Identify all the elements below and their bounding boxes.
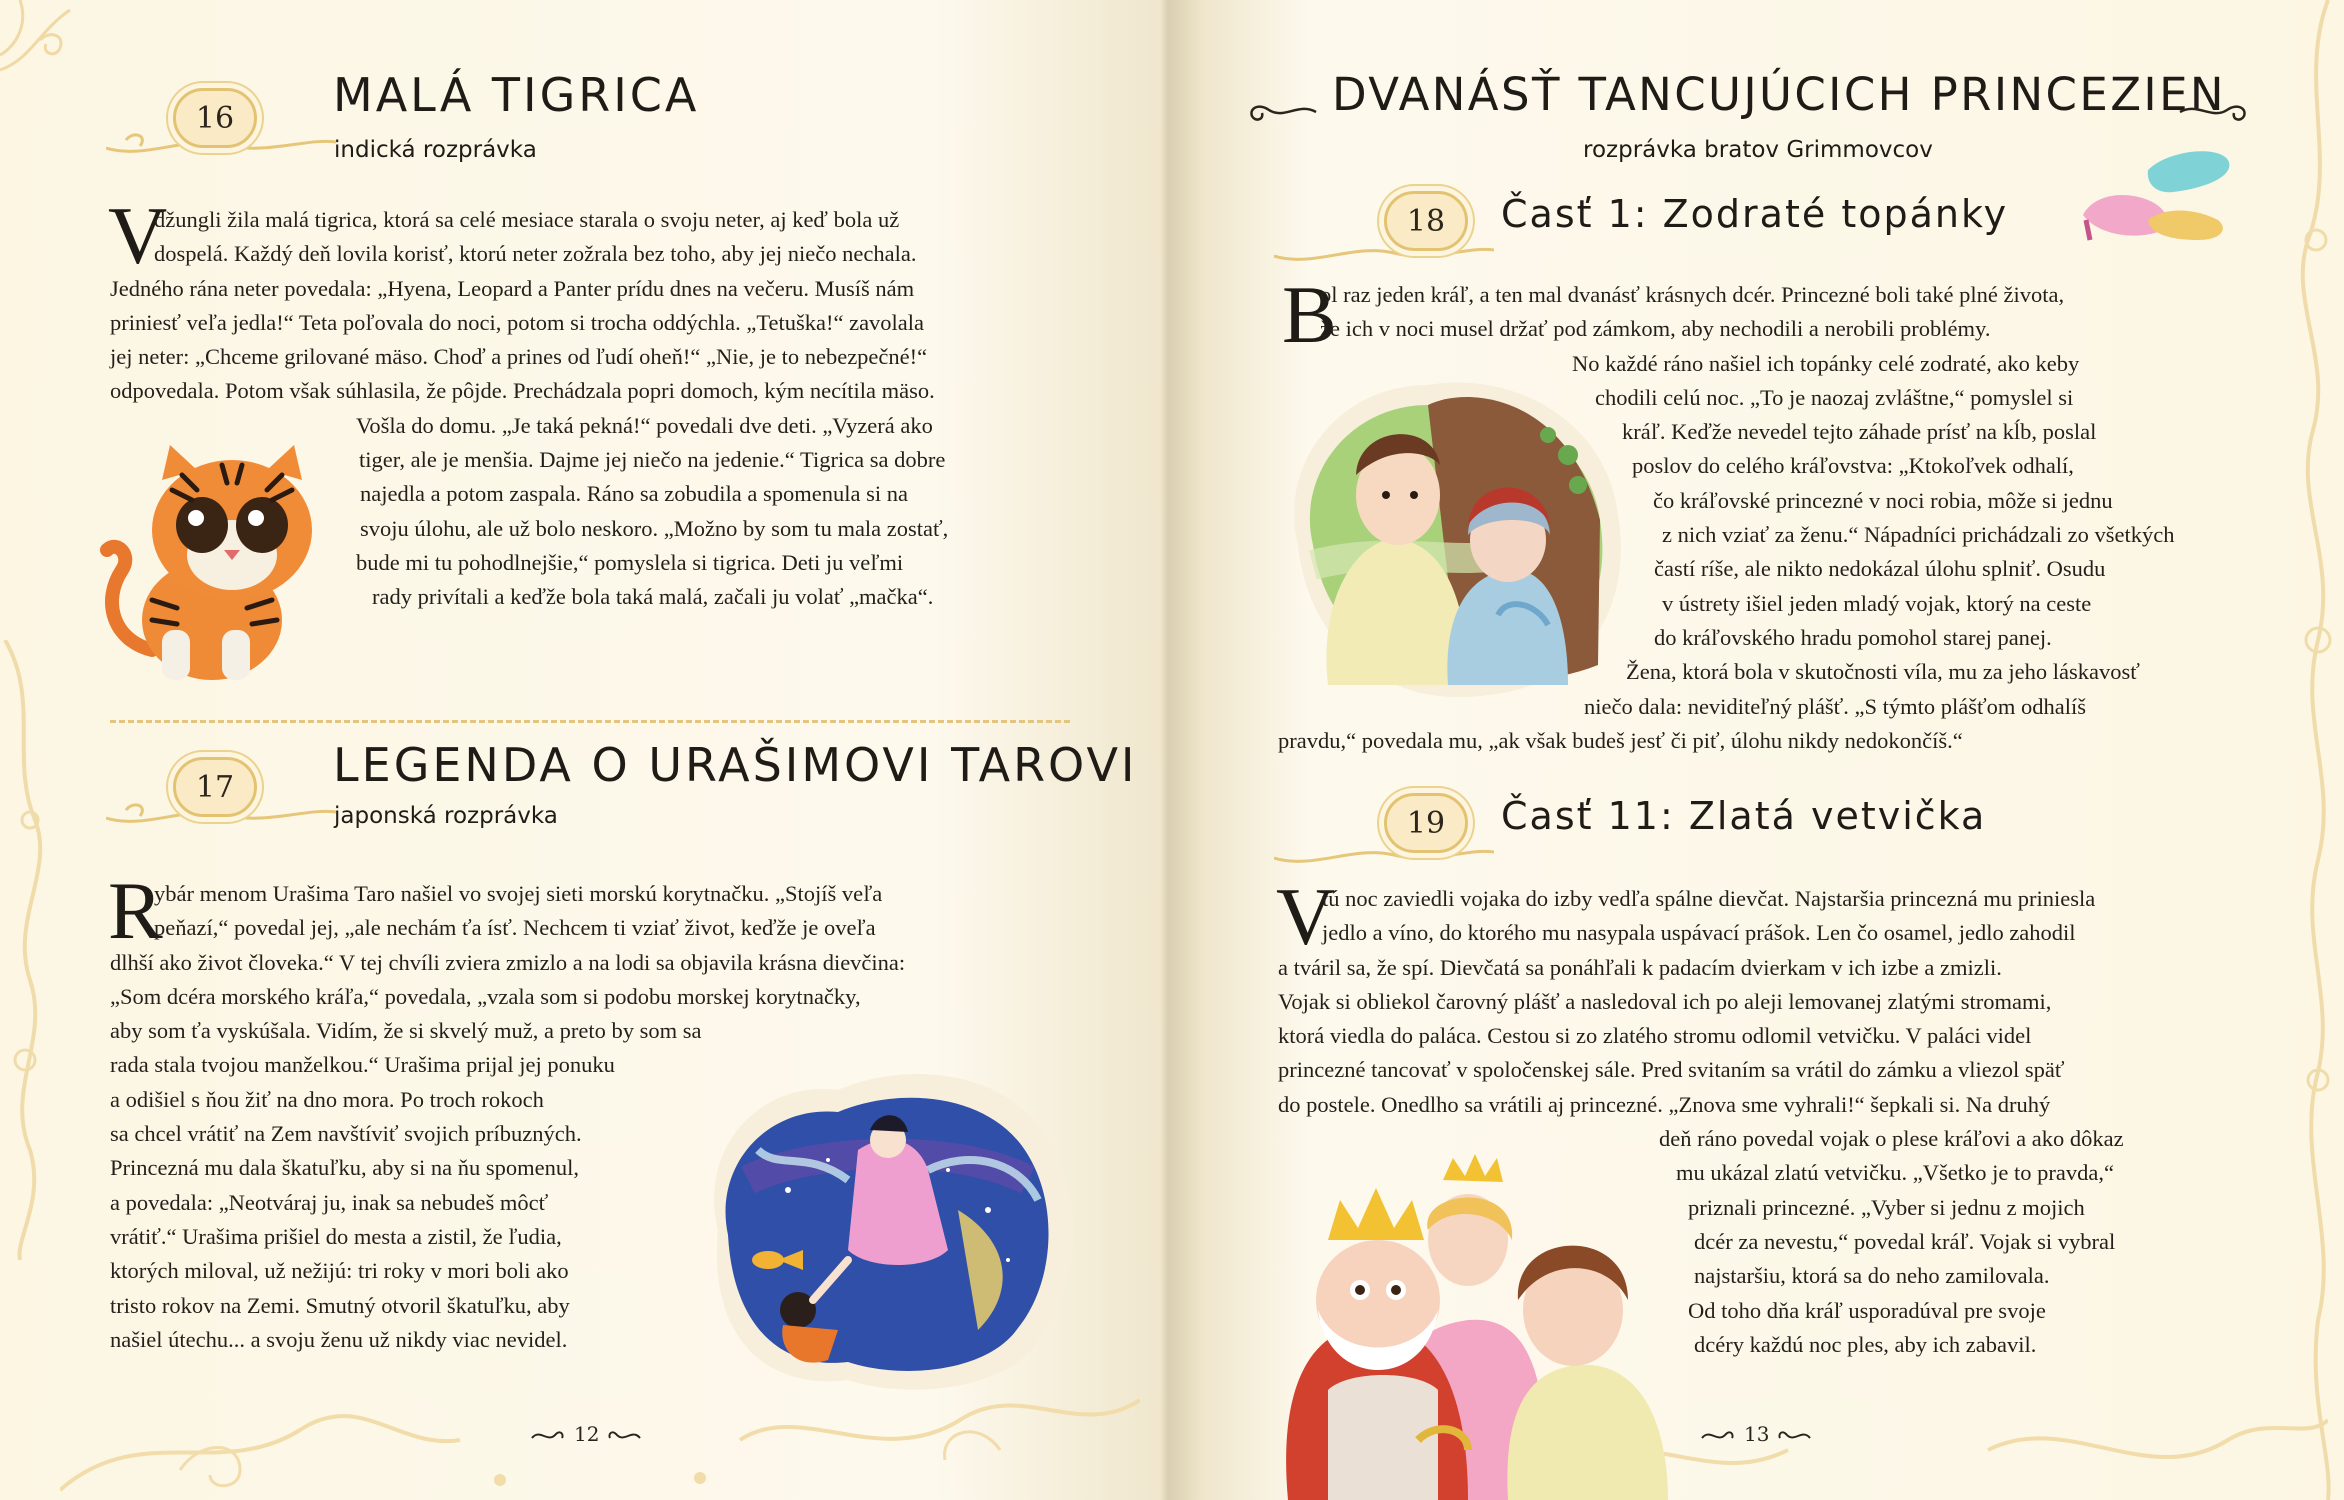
text-line: tú noc zaviedli vojaka do izby vedľa spálne dievčat. Najstaršia princezná mu priniesla bbox=[1322, 886, 2096, 911]
text-line: peňazí,“ povedal jej, „ale nechám ťa ísť. Nechcem ti vziať život, keďže je oveľa bbox=[154, 915, 876, 941]
story-number-badge: 16 bbox=[173, 88, 257, 148]
text-line: našiel útechu... a svoju ženu už nikdy viac nevidel. bbox=[110, 1326, 568, 1352]
text-line: pravdu,“ povedala mu, „ak však budeš jesť či piť, úlohu nikdy nedokončíš.“ bbox=[1278, 727, 1963, 753]
text-line: Od toho dňa kráľ usporadúval pre svoje bbox=[1688, 1297, 2046, 1323]
drop-cap: B bbox=[1282, 269, 1337, 360]
text-line: vrátiť.“ Urašima prišiel do mesta a zistil, že ľudia, bbox=[110, 1223, 562, 1249]
text-line: princezné tancovať v spoločenskej sále. Pred svitaním sa vrátil do zámku a vliezol späť bbox=[1278, 1057, 2065, 1083]
text-line: Princezná mu dala škatuľku, aby si na ňu spomenul, bbox=[110, 1155, 580, 1181]
story-title: LEGENDA O URAŠIMOVI TAROVI bbox=[333, 738, 1138, 792]
text-line: do postele. Onedlho sa vrátili aj princezné. „Znova sme vyhrali!“ šepkali si. Na druhý bbox=[1278, 1091, 2051, 1117]
story-title: DVANÁSŤ TANCUJÚCICH PRINCEZIEN bbox=[1332, 68, 2226, 121]
text-line: jej neter: „Chceme grilované mäso. Choď a prines od ľudí oheň!“ „Nie, je to nebezpečné!“ bbox=[110, 344, 928, 370]
text-line: džungli žila malá tigrica, ktorá sa celé mesiace starala o svoju neter, aj keď bola už bbox=[154, 207, 900, 232]
story-subtitle: indická rozprávka bbox=[334, 137, 537, 163]
text-line: a tváril sa, že spí. Dievčatá sa ponáhľali k padacím dvierkam v ich izbe a zmizli. bbox=[1278, 954, 2002, 980]
part-title: Časť 11: Zlatá vetvička bbox=[1501, 794, 1987, 838]
text-line: bude mi tu pohodlnejšie,“ pomyslela si tigrica. Deti ju veľmi bbox=[356, 549, 904, 575]
story-number-badge: 19 bbox=[1384, 793, 1468, 853]
text-line: Žena, ktorá bola v skutočnosti víla, mu za jeho láskavosť bbox=[1626, 659, 2140, 685]
drop-cap: R bbox=[108, 865, 163, 956]
title-swirl-19 bbox=[1274, 840, 1494, 870]
text-line: aby som ťa vyskúšala. Vidím, že si skvelý muž, a preto by som sa bbox=[110, 1018, 702, 1044]
text-line: dospelá. Každý deň lovila korisť, ktorú neter zožrala bez toho, aby jej niečo nechala. bbox=[154, 241, 917, 267]
text-line: rada stala tvojou manželkou.“ Urašima prijal jej ponuku bbox=[110, 1052, 615, 1078]
text-line: kráľ. Keďže nevedel tejto záhade prísť na kĺb, poslal bbox=[1622, 419, 2097, 445]
text-line: Vojak si obliekol čarovný plášť a nasledoval ich po aleji lemovanej zlatými stromami, bbox=[1278, 988, 2052, 1014]
text-line: „Som dcéra morského kráľa,“ povedala, „vzala som si podobu morskej korytnačky, bbox=[110, 983, 861, 1009]
text-line: dcéry každú noc ples, aby ich zabavil. bbox=[1694, 1331, 2037, 1357]
text-line: Vošla do domu. „Je taká pekná!“ povedali dve deti. „Vyzerá ako bbox=[356, 412, 933, 438]
text-line: ol raz jeden kráľ, a ten mal dvanásť krásnych dcér. Princezné boli také plné života, bbox=[1320, 282, 2065, 307]
text-line: do kráľovského hradu pomohol starej panej. bbox=[1654, 624, 2052, 650]
tiger-illustration bbox=[92, 440, 382, 690]
text-line: a povedala: „Neotváraj ju, inak sa nebudeš môcť bbox=[110, 1189, 549, 1215]
text-line: jedlo a víno, do ktorého mu nasypala uspávací prášok. Len čo osamel, jedlo zahodil bbox=[1322, 920, 2076, 946]
story-number-badge: 17 bbox=[173, 757, 257, 817]
text-line: a odišiel s ňou žiť na dno mora. Po troch rokoch bbox=[110, 1086, 544, 1112]
text-line: najstaršiu, ktorá sa do neho zamilovala. bbox=[1694, 1263, 2050, 1289]
left-page bbox=[0, 0, 1168, 1500]
text-line: tristo rokov na Zemi. Smutný otvoril škatuľku, aby bbox=[110, 1292, 570, 1318]
text-line: ktorá viedla do paláca. Cestou si zo zlatého stromu odlomil vetvičku. V paláci videl bbox=[1278, 1023, 2032, 1049]
story-number-badge: 18 bbox=[1384, 191, 1468, 251]
folio-swirl-left bbox=[1700, 1428, 1736, 1444]
right-page bbox=[1168, 0, 2344, 1500]
text-line: deň ráno povedal vojak o plese kráľovi a ako dôkaz bbox=[1659, 1126, 2124, 1152]
text-line: Jedného rána neter povedala: „Hyena, Leopard a Panter prídu dnes na večeru. Musíš nám bbox=[110, 275, 915, 301]
story-subtitle: japonská rozprávka bbox=[334, 803, 558, 829]
slippers-illustration bbox=[2078, 140, 2238, 250]
text-line: ybár menom Urašima Taro našiel vo svojej sieti morskú korytnačku. „Stojíš veľa bbox=[154, 881, 883, 906]
text-line: chodili celú noc. „To je naozaj zvláštne,“ pomyslel si bbox=[1595, 384, 2074, 410]
part-title: Časť 1: Zodraté topánky bbox=[1501, 192, 2009, 236]
left-margin-flourish bbox=[0, 640, 60, 1260]
story-title: MALÁ TIGRICA bbox=[333, 68, 700, 122]
text-line: najedla a potom zaspala. Ráno sa zobudila a spomenula si na bbox=[360, 481, 908, 507]
text-line: dlhší ako život človeka.“ V tej chvíli zviera zmizlo a na lodi sa objavila krásna dievčina: bbox=[110, 949, 906, 975]
title-ornament-left bbox=[1244, 98, 1318, 124]
text-line: častí ríše, ale nikto nedokázal úlohu splniť. Osudu bbox=[1654, 556, 2106, 582]
king-princess-soldier-illustration bbox=[1268, 1130, 1688, 1500]
right-margin-flourish bbox=[2238, 0, 2344, 1500]
text-line: poslov do celého kráľovstva: „Ktokoľvek odhalí, bbox=[1632, 453, 2074, 479]
text-line: priniesť veľa jedla!“ Teta poľovala do noci, potom si trocha oddýchla. „Tetuška!“ zavolala bbox=[110, 309, 925, 335]
text-line: v ústrety išiel jeden mladý vojak, ktorý na ceste bbox=[1662, 590, 2092, 616]
sea-princess-illustration bbox=[688, 1060, 1088, 1400]
folio-swirl-right bbox=[1776, 1428, 1812, 1444]
text-line: priznali princezné. „Vyber si jednu z mojich bbox=[1688, 1194, 2085, 1220]
story-subtitle: rozprávka bratov Grimmovcov bbox=[1583, 137, 1933, 163]
title-ornament-right bbox=[2178, 98, 2252, 124]
drop-cap: V bbox=[108, 190, 168, 281]
page-number: 13 bbox=[1744, 1422, 1770, 1446]
text-line: No každé ráno našiel ich topánky celé zodraté, ako keby bbox=[1572, 350, 2080, 376]
folio-swirl-right bbox=[606, 1428, 642, 1444]
corner-flourish-top-left bbox=[0, 0, 120, 120]
drop-cap: V bbox=[1276, 871, 1336, 962]
folio-swirl-left bbox=[530, 1428, 566, 1444]
text-line: dcér za nevestu,“ povedal kráľ. Vojak si vybral bbox=[1694, 1228, 2116, 1254]
text-line: z nich vziať za ženu.“ Nápadníci prichádzali zo všetkých bbox=[1662, 522, 2175, 548]
text-line: svoju úlohu, ale už bolo neskoro. „Možno by som tu mala zostať, bbox=[360, 515, 949, 541]
text-line: čo kráľovské princezné v noci robia, môže si jednu bbox=[1653, 487, 2113, 513]
text-line: sa chcel vrátiť na Zem navštíviť svojich príbuzných. bbox=[110, 1121, 582, 1147]
soldier-fairy-illustration bbox=[1268, 365, 1638, 705]
title-swirl-18 bbox=[1274, 238, 1494, 268]
text-line: mu ukázal zlatú vetvičku. „Všetko je to pravda,“ bbox=[1676, 1160, 2114, 1186]
text-line: že ich v noci musel držať pod zámkom, aby nechodili a nerobili problémy. bbox=[1320, 316, 1991, 342]
text-line: ktorých miloval, už nežijú: tri roky v mori boli ako bbox=[110, 1258, 569, 1284]
text-line: tiger, ale je menšia. Dajme jej niečo na jedenie.“ Tigrica sa dobre bbox=[359, 447, 946, 473]
text-line: niečo dala: neviditeľný plášť. „S týmto plášťom odhalíš bbox=[1584, 693, 2087, 719]
text-line: rady privítali a keďže bola taká malá, začali ju volať „mačka“. bbox=[372, 584, 934, 610]
page-number: 12 bbox=[574, 1422, 600, 1446]
section-divider bbox=[110, 720, 1070, 723]
text-line: odpovedala. Potom však súhlasila, že pôjde. Prechádzala popri domoch, kým necítila mäso. bbox=[110, 378, 935, 404]
